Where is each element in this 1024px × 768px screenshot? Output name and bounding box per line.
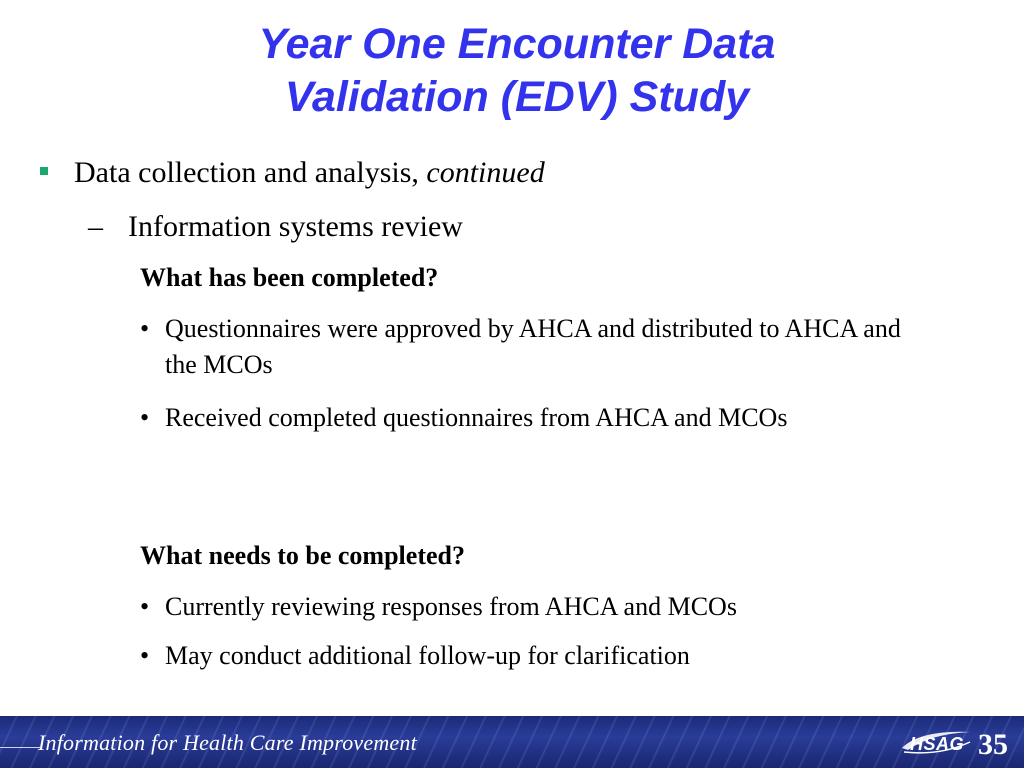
- footer-logo-text: HSAG: [910, 734, 965, 754]
- slide-title-line-1: Year One Encounter Data: [258, 20, 776, 68]
- completed-heading: What has been completed?: [140, 263, 439, 292]
- to-complete-item-2: [140, 638, 925, 674]
- to-complete-item-text: Currently reviewing responses from AHCA and MCOs: [165, 592, 737, 621]
- completed-item-1: [140, 311, 925, 383]
- level1-bullet-item: [40, 153, 545, 193]
- slide-title-line-2: Validation (EDV) Study: [284, 73, 750, 121]
- to-complete-item-1: [140, 589, 925, 625]
- square-bullet-icon: [40, 167, 48, 175]
- dot-bullet-icon: •: [140, 592, 150, 621]
- slide-title: [0, 18, 1024, 124]
- dot-bullet-icon: •: [140, 314, 150, 343]
- footer-bar: [0, 716, 1024, 768]
- level2-bullet-text: Information systems review: [128, 210, 463, 243]
- footer-rule: [0, 747, 40, 748]
- level1-text: Data collection and analysis,: [74, 156, 427, 189]
- level2-bullet-item: [88, 207, 463, 247]
- dot-bullet-icon: •: [140, 641, 150, 670]
- completed-item-text: Questionnaires were approved by AHCA and distributed to AHCA and the MCOs: [165, 314, 901, 379]
- level1-bullet-text: [74, 156, 545, 189]
- to-complete-item-text: May conduct additional follow-up for clarification: [165, 641, 690, 670]
- to-complete-heading: What needs to be completed?: [140, 541, 465, 570]
- completed-item-2: [140, 400, 895, 436]
- completed-item-text: Received completed questionnaires from AHCA and MCOs: [165, 403, 788, 432]
- level1-emphasis: continued: [426, 156, 545, 189]
- page-number: 35: [978, 728, 1008, 761]
- dot-bullet-icon: •: [140, 403, 150, 432]
- footer-tagline: Information for Health Care Improvement: [38, 730, 417, 755]
- dash-bullet-icon: –: [88, 210, 103, 243]
